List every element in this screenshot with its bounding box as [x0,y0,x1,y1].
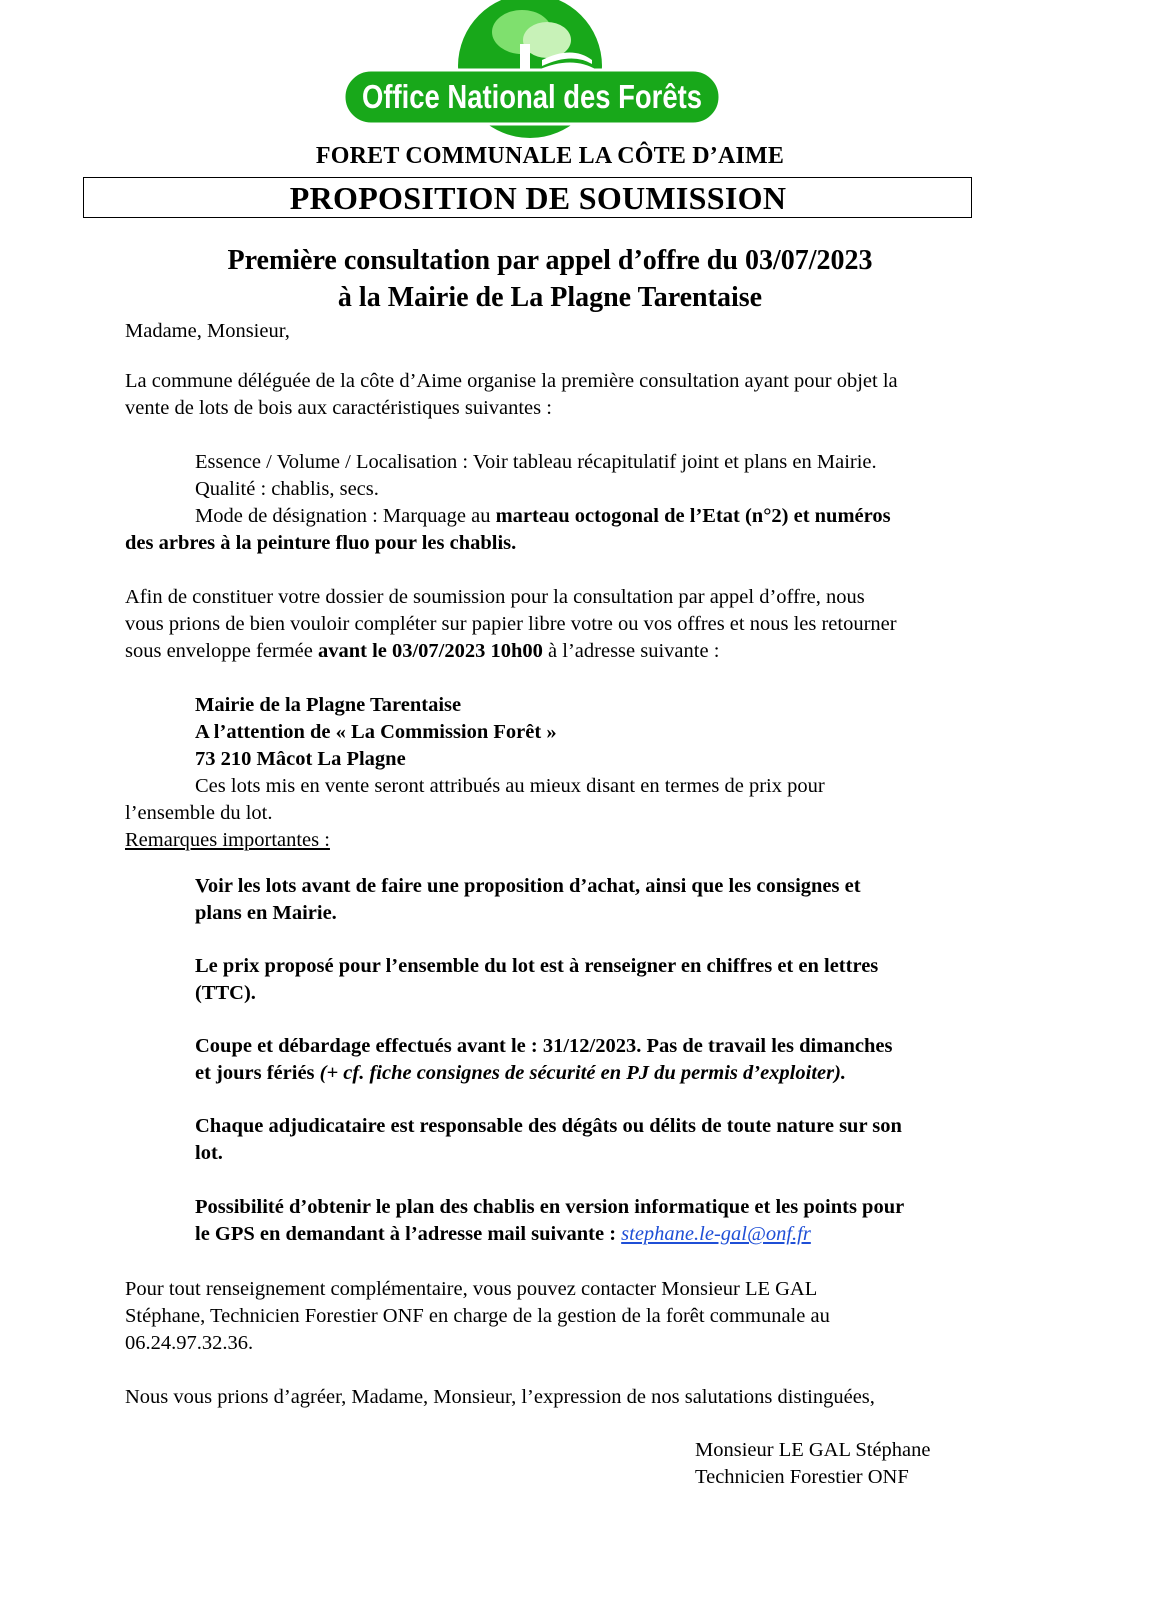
address-3: 73 210 Mâcot La Plagne [195,748,406,770]
onf-logo [342,0,752,142]
remark-5-line-1: Possibilité d’obtenir le plan des chablis en version informatique et les points pour [195,1196,905,1218]
remark-1 [195,873,1040,927]
deadline: avant le 03/07/2023 10h00 [317,640,543,662]
closing: Nous vous prions d’agréer, Madame, Monsieur, l’expression de nos salutations distinguées, [125,1386,875,1408]
remark-3-line-2 [195,1060,1040,1087]
address-2: A l’attention de « La Commission Forêt » [195,721,557,743]
remarques-title: Remarques importantes : [125,829,330,851]
remark-1-line-1: Voir les lots avant de faire une proposition d’achat, ainsi que les consignes et [195,875,861,897]
signature-role: Technicien Forestier ONF [695,1466,909,1488]
intro-paragraph [125,368,1040,422]
mode-bold-1: marteau octogonal de l’Etat (n°2) et numéros [495,505,891,527]
remark-5 [195,1194,1040,1248]
remark-1-line-2: plans en Mairie. [195,902,337,924]
forest-title: FORET COMMUNALE LA CÔTE D’AIME [315,143,785,169]
remark-4 [195,1113,1040,1167]
mode-prefix: Mode de désignation : Marquage au [195,505,496,527]
lots-line-1: Ces lots mis en vente seront attribués au mieux disant en termes de prix pour [195,775,825,797]
contact-line-1: Pour tout renseignement complémentaire, vous pouvez contacter Monsieur LE GAL [125,1278,818,1300]
contact-paragraph [125,1276,1040,1357]
intro-line-1: La commune déléguée de la côte d’Aime organise la première consultation ayant pour objet la [125,370,898,392]
remark-3-line-1: Coupe et débardage effectués avant le : 31/12/2023. Pas de travail les dimanches [195,1035,893,1057]
afin-line-3-prefix: sous enveloppe fermée [125,640,318,662]
main-title: PROPOSITION DE SOUMISSION [289,180,787,216]
contact-line-3: 06.24.97.32.36. [125,1332,254,1354]
afin-paragraph [125,584,1040,665]
remark-5-bold: le GPS en demandant à l’adresse mail suivante : [195,1223,622,1245]
address-1: Mairie de la Plagne Tarentaise [195,694,462,716]
mode-line-2: des arbres à la peinture fluo pour les chablis. [125,532,517,554]
afin-line-2: vous prions de bien vouloir compléter sur papier libre votre ou vos offres et nous les retourner [125,613,897,635]
remark-2-line-1: Le prix proposé pour l’ensemble du lot est à renseigner en chiffres et en lettres [195,955,879,977]
remark-2 [195,953,1040,1007]
qualite-line: Qualité : chablis, secs. [195,478,379,500]
remark-3-italic: (+ cf. fiche consignes de sécurité en PJ du permis d’exploiter). [319,1062,847,1084]
contact-line-2: Stéphane, Technicien Forestier ONF en charge de la gestion de la forêt communale au [125,1305,830,1327]
afin-line-1: Afin de constituer votre dossier de soumission pour la consultation par appel d’offre, nous [125,586,865,608]
signature-name: Monsieur LE GAL Stéphane [695,1439,931,1461]
remark-5-line-2 [195,1221,1040,1248]
lots-line-2: l’ensemble du lot. [125,802,273,824]
logo-text: Office National des Forêts [362,78,702,115]
remark-2-line-2: (TTC). [195,982,256,1004]
email-link[interactable]: stephane.le-gal@onf.fr [621,1223,811,1245]
remark-3 [195,1033,1040,1087]
remark-4-line-1: Chaque adjudicataire est responsable des dégâts ou délits de toute nature sur son [195,1115,902,1137]
greeting: Madame, Monsieur, [125,320,290,342]
remark-3-bold: et jours fériés [195,1062,320,1084]
intro-line-2: vente de lots de bois aux caractéristiques suivantes : [125,397,552,419]
mode-line [195,503,1040,530]
subtitle-line-1: Première consultation par appel d’offre du 03/07/2023 [227,245,873,276]
essence-line: Essence / Volume / Localisation : Voir tableau récapitulatif joint et plans en Mairie. [195,451,877,473]
subtitle-line-2: à la Mairie de La Plagne Tarentaise [337,282,763,313]
remark-4-line-2: lot. [195,1142,223,1164]
afin-line-3 [125,638,1040,665]
afin-line-3-suffix: à l’adresse suivante : [542,640,720,662]
